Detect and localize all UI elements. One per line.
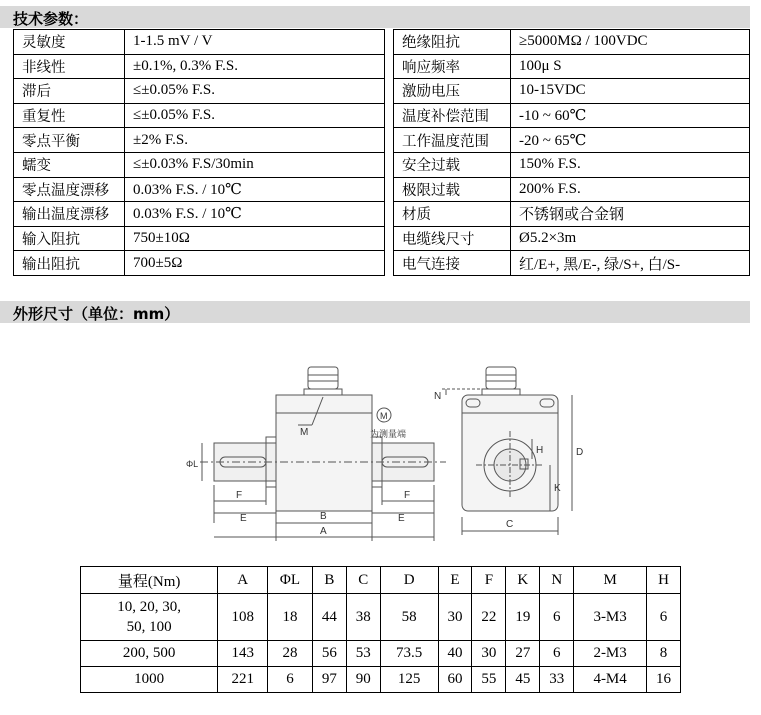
label-d: D bbox=[576, 447, 584, 458]
spec-label: 响应频率 bbox=[394, 54, 511, 79]
spec-value: 红/E+, 黑/E-, 绿/S+, 白/S- bbox=[511, 251, 750, 276]
spec-label: 材质 bbox=[394, 202, 511, 227]
spec-label: 安全过载 bbox=[394, 152, 511, 177]
table-cell: 30 bbox=[472, 641, 506, 667]
spec-value: ±0.1%, 0.3% F.S. bbox=[125, 54, 385, 79]
table-cell: 221 bbox=[218, 667, 268, 693]
spec-value: 150% F.S. bbox=[511, 152, 750, 177]
table-cell: 4-M4 bbox=[574, 667, 647, 693]
spec-label: 输入阻抗 bbox=[14, 226, 125, 251]
table-cell: 18 bbox=[268, 594, 313, 641]
spec-row bbox=[394, 152, 750, 177]
table-cell: 58 bbox=[380, 594, 438, 641]
spec-row bbox=[14, 152, 385, 177]
dimension-table-header-cell: H bbox=[647, 567, 681, 594]
spec-label: 极限过载 bbox=[394, 177, 511, 202]
spec-value: 0.03% F.S. / 10℃ bbox=[125, 177, 385, 202]
spec-label: 重复性 bbox=[14, 103, 125, 128]
label-h: H bbox=[536, 445, 544, 456]
spec-label: 温度补偿范围 bbox=[394, 103, 511, 128]
label-phil: ΦL bbox=[186, 459, 199, 469]
label-e-left: E bbox=[240, 513, 247, 524]
table-cell: 90 bbox=[346, 667, 380, 693]
sensor-dimension-drawing bbox=[180, 355, 600, 545]
table-cell: 55 bbox=[472, 667, 506, 693]
dimension-table-header-cell: 量程(Nm) bbox=[81, 567, 218, 594]
dimension-table-header-cell: N bbox=[540, 567, 574, 594]
dimension-table-header-cell: D bbox=[380, 567, 438, 594]
spec-label: 激励电压 bbox=[394, 79, 511, 104]
table-cell: 27 bbox=[506, 641, 540, 667]
spec-label: 电缆线尺寸 bbox=[394, 226, 511, 251]
table-cell: 60 bbox=[438, 667, 472, 693]
spec-row bbox=[14, 30, 385, 55]
spec-label: 滞后 bbox=[14, 79, 125, 104]
spec-row bbox=[14, 103, 385, 128]
spec-value: 700±5Ω bbox=[125, 251, 385, 276]
dimension-table-header-cell: C bbox=[346, 567, 380, 594]
table-cell: 28 bbox=[268, 641, 313, 667]
spec-row bbox=[14, 128, 385, 153]
dimension-table-header-cell: M bbox=[574, 567, 647, 594]
spec-value: -10 ~ 60℃ bbox=[511, 103, 750, 128]
spec-row bbox=[14, 54, 385, 79]
dimension-table-header-cell: B bbox=[312, 567, 346, 594]
spec-value: Ø5.2×3m bbox=[511, 226, 750, 251]
table-cell: 2-M3 bbox=[574, 641, 647, 667]
range-line-2: 50, 100 bbox=[126, 619, 172, 635]
label-b: B bbox=[320, 511, 327, 522]
spec-row bbox=[394, 30, 750, 55]
spec-value: 100μ S bbox=[511, 54, 750, 79]
section-title: 技术参数： bbox=[13, 10, 89, 28]
spec-value: 10-15VDC bbox=[511, 79, 750, 104]
spec-label: 工作温度范围 bbox=[394, 128, 511, 153]
spec-row bbox=[394, 202, 750, 227]
table-cell: 6 bbox=[268, 667, 313, 693]
spec-row bbox=[14, 226, 385, 251]
spec-value: 200% F.S. bbox=[511, 177, 750, 202]
range-cell bbox=[81, 641, 218, 667]
table-cell: 44 bbox=[312, 594, 346, 641]
spec-value: 1-1.5 mV / V bbox=[125, 30, 385, 55]
table-cell: 6 bbox=[540, 641, 574, 667]
spec-value: ≤±0.05% F.S. bbox=[125, 79, 385, 104]
spec-label: 非线性 bbox=[14, 54, 125, 79]
table-cell: 125 bbox=[380, 667, 438, 693]
spec-row bbox=[394, 226, 750, 251]
spec-row bbox=[394, 251, 750, 276]
table-cell: 143 bbox=[218, 641, 268, 667]
dimension-table-header bbox=[81, 567, 681, 594]
table-row bbox=[81, 594, 681, 641]
measuring-end-label: 为测量端 bbox=[370, 429, 407, 439]
label-f-right: F bbox=[404, 490, 411, 501]
spec-row bbox=[14, 177, 385, 202]
label-k: K bbox=[554, 483, 561, 494]
table-cell: 6 bbox=[647, 594, 681, 641]
table-cell: 40 bbox=[438, 641, 472, 667]
spec-row bbox=[14, 202, 385, 227]
spec-label: 绝缘阻抗 bbox=[394, 30, 511, 55]
spec-label: 零点平衡 bbox=[14, 128, 125, 153]
spec-row bbox=[394, 103, 750, 128]
table-cell: 30 bbox=[438, 594, 472, 641]
spec-value: ≤±0.03% F.S/30min bbox=[125, 152, 385, 177]
dimension-table-header-cell: A bbox=[218, 567, 268, 594]
dimension-table-header-cell: K bbox=[506, 567, 540, 594]
table-row bbox=[81, 641, 681, 667]
dimension-table-header-cell: F bbox=[472, 567, 506, 594]
table-cell: 6 bbox=[540, 594, 574, 641]
section-header-tech-params bbox=[0, 6, 750, 28]
measuring-end-symbol: M bbox=[380, 411, 388, 421]
table-cell: 53 bbox=[346, 641, 380, 667]
spec-label: 电气连接 bbox=[394, 251, 511, 276]
spec-row bbox=[394, 54, 750, 79]
table-cell: 108 bbox=[218, 594, 268, 641]
spec-table-right bbox=[393, 29, 750, 276]
spec-table-left bbox=[13, 29, 385, 276]
label-a: A bbox=[320, 526, 327, 537]
label-m: M bbox=[300, 427, 309, 438]
section-title: 外形尺寸（单位：mm） bbox=[13, 305, 180, 323]
spec-value: ≤±0.05% F.S. bbox=[125, 103, 385, 128]
table-cell: 22 bbox=[472, 594, 506, 641]
spec-value: 750±10Ω bbox=[125, 226, 385, 251]
table-cell: 8 bbox=[647, 641, 681, 667]
table-cell: 38 bbox=[346, 594, 380, 641]
spec-label: 蠕变 bbox=[14, 152, 125, 177]
range-line-1: 200, 500 bbox=[122, 645, 176, 661]
spec-value: ≥5000MΩ / 100VDC bbox=[511, 30, 750, 55]
table-cell: 45 bbox=[506, 667, 540, 693]
spec-row bbox=[394, 177, 750, 202]
spec-label: 输出阻抗 bbox=[14, 251, 125, 276]
spec-row bbox=[14, 251, 385, 276]
dimension-table-header-cell: E bbox=[438, 567, 472, 594]
spec-value: 0.03% F.S. / 10℃ bbox=[125, 202, 385, 227]
label-c: C bbox=[506, 519, 514, 530]
range-cell bbox=[81, 594, 218, 641]
spec-row bbox=[394, 79, 750, 104]
range-line-1: 1000 bbox=[134, 671, 165, 687]
range-line-1: 10, 20, 30, bbox=[117, 599, 182, 615]
table-cell: 3-M3 bbox=[574, 594, 647, 641]
spec-label: 零点温度漂移 bbox=[14, 177, 125, 202]
table-cell: 33 bbox=[540, 667, 574, 693]
spec-row bbox=[14, 79, 385, 104]
label-e-right: E bbox=[398, 513, 405, 524]
spec-label: 输出温度漂移 bbox=[14, 202, 125, 227]
range-cell bbox=[81, 667, 218, 693]
spec-value: -20 ~ 65℃ bbox=[511, 128, 750, 153]
dimension-table bbox=[80, 566, 681, 693]
spec-value: 不锈钢或合金钢 bbox=[511, 202, 750, 227]
table-cell: 73.5 bbox=[380, 641, 438, 667]
dimension-table-header-cell: ΦL bbox=[268, 567, 313, 594]
table-cell: 97 bbox=[312, 667, 346, 693]
table-cell: 16 bbox=[647, 667, 681, 693]
table-cell: 19 bbox=[506, 594, 540, 641]
section-header-dimensions bbox=[0, 301, 750, 323]
spec-value: ±2% F.S. bbox=[125, 128, 385, 153]
table-row bbox=[81, 667, 681, 693]
label-f-left: F bbox=[236, 490, 243, 501]
table-cell: 56 bbox=[312, 641, 346, 667]
label-n: N bbox=[434, 391, 442, 402]
spec-label: 灵敏度 bbox=[14, 30, 125, 55]
spec-row bbox=[394, 128, 750, 153]
